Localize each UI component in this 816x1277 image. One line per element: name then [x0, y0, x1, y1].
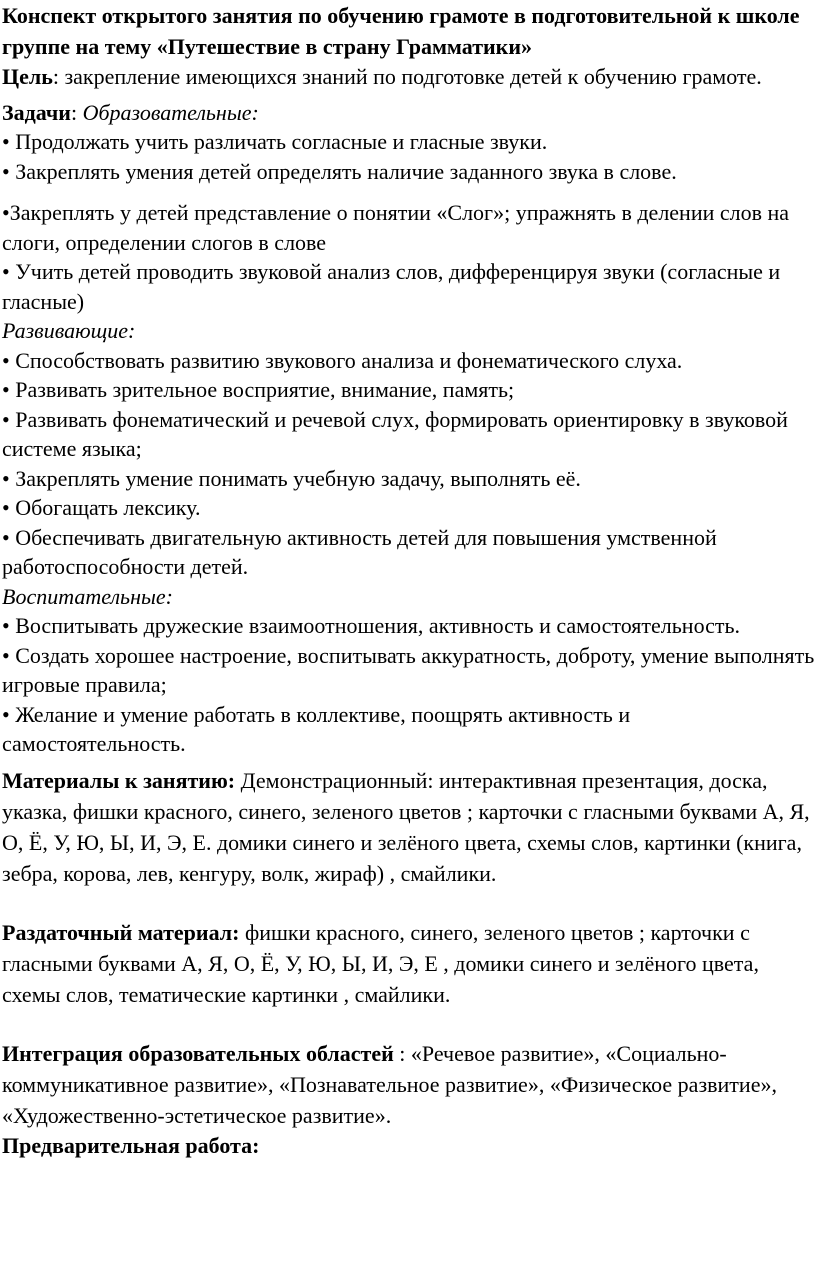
developing-item: • Обеспечивать двигательную активность детей для повышения умственной работоспособности детей.	[2, 524, 717, 579]
educational-item: • Продолжать учить различать согласные и гласные звуки.	[2, 129, 548, 154]
handout-text: фишки красного, синего, зеленого цветов ; карточки с гласными буквами А, Я, О, Ё, У, Ю, Ы, И, Э, Е , домики синего и зелёного цвета, схемы слов, тематические картинки , смайлики.	[2, 919, 759, 1007]
developing-item: • Закреплять умение понимать учебную задачу, выполнять её.	[2, 465, 581, 491]
integration-text: : «Речевое развитие», «Социально-коммуникативное развитие», «Познавательное развитие», «Физическое развитие», «Художественно-эстетическое развитие».	[2, 1040, 777, 1128]
developing-item: • Способствовать развитию звукового анализа и фонематического слуха.	[2, 347, 683, 373]
developing-label	[2, 316, 816, 346]
materials-text: Демонстрационный: интерактивная презентация, доска, указка, фишки красного, синего, зеленого цветов ; карточки с гласными буквами А, Я, О, Ё, У, Ю, Ы, И, Э, Е. домики синего и зелёного цвета, схемы слов, картинки (книга, зебра, корова, лев, кенгуру, волк, жираф) , смайлики.	[2, 767, 810, 886]
tasks-heading	[2, 98, 816, 128]
educational-label: Образовательные:	[82, 99, 259, 125]
educational-item: • Закреплять умения детей определять наличие заданного звука в слове.	[2, 158, 677, 184]
upbringing-label	[2, 582, 816, 612]
upbringing-item: • Воспитывать дружеские взаимоотношения, активность и самостоятельность.	[2, 613, 741, 638]
handout-label: Раздаточный материал:	[2, 919, 240, 945]
developing-item: • Обогащать лексику.	[2, 495, 201, 520]
handout-paragraph	[2, 917, 816, 1010]
preliminary-label: Предварительная работа:	[2, 1132, 260, 1158]
upbringing-item: • Создать хорошее настроение, воспитывать аккуратность, доброту, умение выполнять игровые правила;	[2, 642, 815, 697]
materials-label: Материалы к занятию:	[2, 767, 236, 793]
goal-label: Цель	[2, 64, 53, 89]
preliminary-paragraph	[2, 1131, 816, 1161]
tasks-separator: :	[70, 99, 83, 125]
tasks-label: Задачи	[2, 99, 71, 125]
developing-label-text: Развивающие:	[2, 318, 136, 343]
upbringing-item: • Желание и умение работать в коллективе, поощрять активность и самостоятельность.	[2, 701, 631, 756]
upbringing-label-text: Воспитательные:	[2, 583, 173, 609]
materials-paragraph	[2, 765, 816, 889]
integration-paragraph	[2, 1038, 816, 1131]
document-title: Конспект открытого занятия по обучению грамоте в подготовительной к школе группе на тему «Путешествие в страну Грамматики»	[2, 3, 800, 59]
integration-label: Интеграция образовательных областей	[2, 1040, 394, 1066]
goal-paragraph	[2, 62, 816, 92]
developing-item: • Развивать фонематический и речевой слух, формировать ориентировку в звуковой системе языка;	[2, 406, 788, 461]
goal-text: : закрепление имеющихся знаний по подготовке детей к обучению грамоте.	[52, 64, 762, 89]
educational-item: • Учить детей проводить звуковой анализ слов, дифференцируя звуки (согласные и гласные)	[2, 259, 781, 314]
developing-item: • Развивать зрительное восприятие, внимание, память;	[2, 377, 515, 402]
educational-item: •Закреплять у детей представление о понятии «Слог»; упражнять в делении слов на слоги, определении слогов в слове	[2, 200, 790, 255]
